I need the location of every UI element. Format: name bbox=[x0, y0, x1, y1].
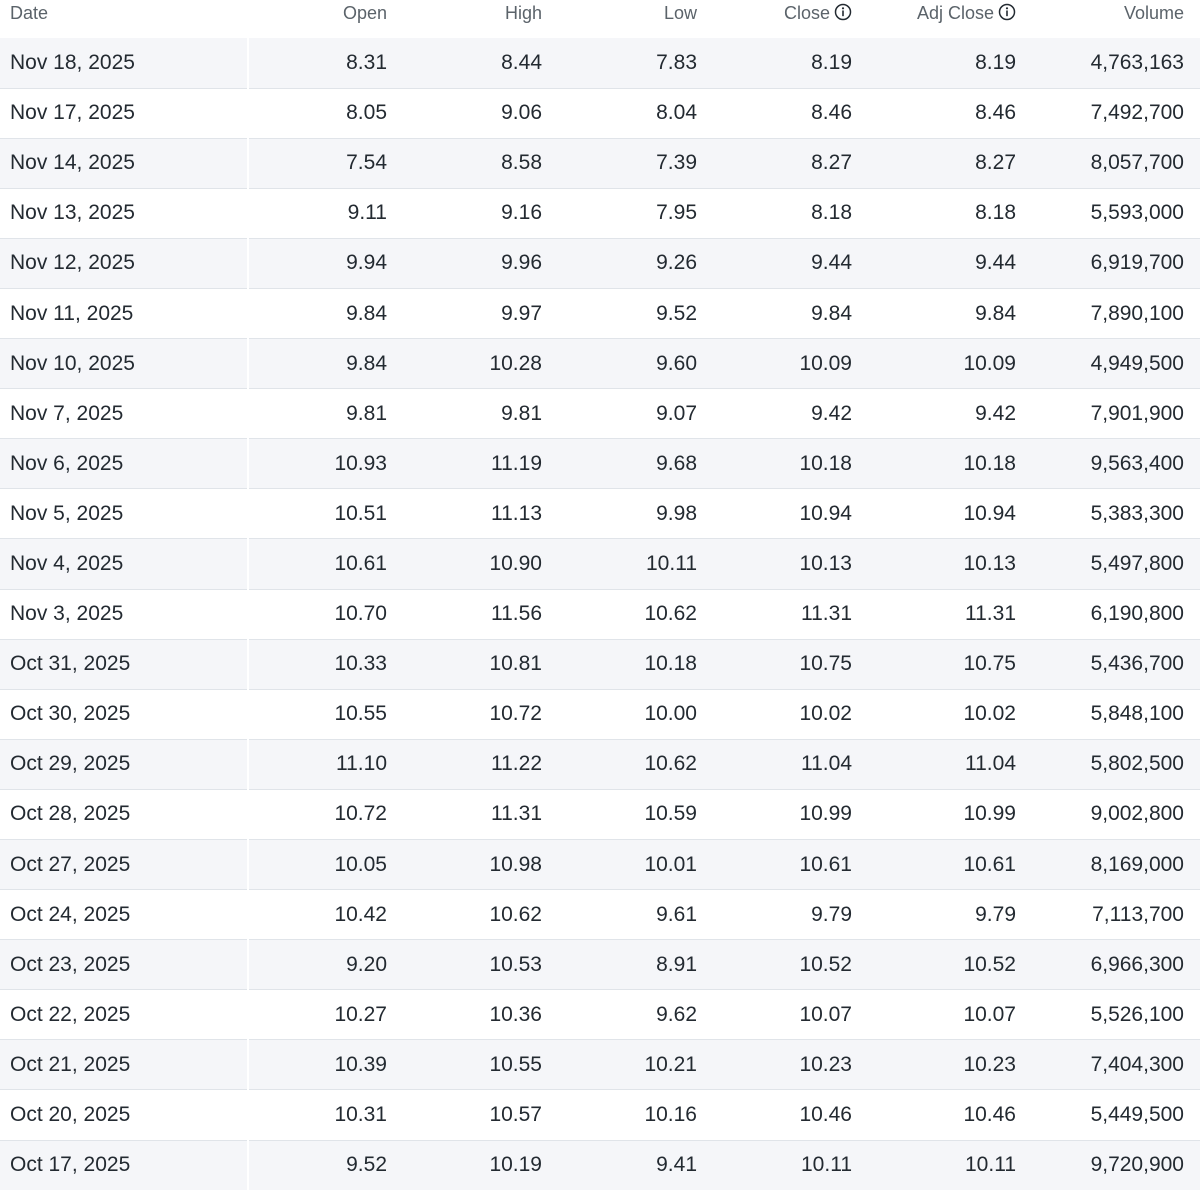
cell-adj-close: 10.99 bbox=[865, 789, 1029, 839]
cell-adj-close: 10.11 bbox=[865, 1140, 1029, 1190]
cell-high: 9.96 bbox=[400, 238, 555, 288]
cell-adj-close: 10.09 bbox=[865, 339, 1029, 389]
cell-high: 11.56 bbox=[400, 589, 555, 639]
cell-open: 10.61 bbox=[248, 539, 400, 589]
cell-date: Oct 17, 2025 bbox=[0, 1140, 248, 1190]
cell-low: 10.62 bbox=[555, 589, 710, 639]
cell-close: 10.23 bbox=[710, 1040, 865, 1090]
table-row bbox=[0, 1090, 1200, 1140]
cell-volume: 7,404,300 bbox=[1029, 1040, 1200, 1090]
cell-volume: 7,492,700 bbox=[1029, 88, 1200, 138]
cell-adj-close: 10.23 bbox=[865, 1040, 1029, 1090]
header-adj-close bbox=[865, 0, 1029, 38]
cell-close: 10.18 bbox=[710, 439, 865, 489]
table-body bbox=[0, 38, 1200, 1190]
cell-open: 9.20 bbox=[248, 940, 400, 990]
cell-open: 8.31 bbox=[248, 38, 400, 88]
cell-low: 8.04 bbox=[555, 88, 710, 138]
table-row bbox=[0, 940, 1200, 990]
header-date: Date bbox=[10, 3, 49, 23]
cell-low: 7.95 bbox=[555, 188, 710, 238]
cell-open: 10.72 bbox=[248, 789, 400, 839]
cell-volume: 6,919,700 bbox=[1029, 238, 1200, 288]
header-high: High bbox=[504, 3, 542, 23]
cell-close: 8.27 bbox=[710, 138, 865, 188]
cell-adj-close: 10.75 bbox=[865, 639, 1029, 689]
cell-high: 10.81 bbox=[400, 639, 555, 689]
cell-high: 10.98 bbox=[400, 840, 555, 890]
cell-close: 9.79 bbox=[710, 890, 865, 940]
cell-adj-close: 10.18 bbox=[865, 439, 1029, 489]
cell-high: 11.13 bbox=[400, 489, 555, 539]
header-low: Low bbox=[663, 3, 697, 23]
cell-low: 7.83 bbox=[555, 38, 710, 88]
cell-open: 8.05 bbox=[248, 88, 400, 138]
cell-adj-close: 10.52 bbox=[865, 940, 1029, 990]
cell-volume: 6,966,300 bbox=[1029, 940, 1200, 990]
cell-volume: 5,383,300 bbox=[1029, 489, 1200, 539]
cell-date: Nov 6, 2025 bbox=[0, 439, 248, 489]
table-row bbox=[0, 840, 1200, 890]
cell-date: Nov 11, 2025 bbox=[0, 288, 248, 338]
cell-high: 10.62 bbox=[400, 890, 555, 940]
cell-close: 11.04 bbox=[710, 739, 865, 789]
cell-low: 9.07 bbox=[555, 389, 710, 439]
table-row bbox=[0, 188, 1200, 238]
cell-open: 10.05 bbox=[248, 840, 400, 890]
cell-adj-close: 8.19 bbox=[865, 38, 1029, 88]
table-row bbox=[0, 288, 1200, 338]
cell-adj-close: 9.44 bbox=[865, 238, 1029, 288]
cell-adj-close: 10.46 bbox=[865, 1090, 1029, 1140]
cell-date: Nov 5, 2025 bbox=[0, 489, 248, 539]
cell-adj-close: 8.18 bbox=[865, 188, 1029, 238]
cell-low: 8.91 bbox=[555, 940, 710, 990]
cell-date: Nov 10, 2025 bbox=[0, 339, 248, 389]
table-row bbox=[0, 38, 1200, 88]
cell-date: Oct 30, 2025 bbox=[0, 689, 248, 739]
cell-volume: 9,563,400 bbox=[1029, 439, 1200, 489]
table-row bbox=[0, 789, 1200, 839]
cell-low: 9.62 bbox=[555, 990, 710, 1040]
cell-low: 9.41 bbox=[555, 1140, 710, 1190]
table-row bbox=[0, 489, 1200, 539]
header-close bbox=[710, 0, 865, 38]
table-row bbox=[0, 339, 1200, 389]
header-close-label: Close bbox=[783, 3, 830, 23]
cell-close: 9.84 bbox=[710, 288, 865, 338]
cell-date: Nov 18, 2025 bbox=[0, 38, 248, 88]
table-row bbox=[0, 539, 1200, 589]
cell-high: 10.19 bbox=[400, 1140, 555, 1190]
cell-close: 10.94 bbox=[710, 489, 865, 539]
cell-open: 9.84 bbox=[248, 288, 400, 338]
cell-high: 11.19 bbox=[400, 439, 555, 489]
cell-open: 10.70 bbox=[248, 589, 400, 639]
table-row bbox=[0, 589, 1200, 639]
cell-adj-close: 10.02 bbox=[865, 689, 1029, 739]
cell-close: 10.02 bbox=[710, 689, 865, 739]
cell-open: 9.84 bbox=[248, 339, 400, 389]
cell-volume: 7,113,700 bbox=[1029, 890, 1200, 940]
cell-date: Nov 17, 2025 bbox=[0, 88, 248, 138]
table-row bbox=[0, 1040, 1200, 1090]
cell-date: Oct 29, 2025 bbox=[0, 739, 248, 789]
header-row bbox=[0, 0, 1200, 38]
table-row bbox=[0, 990, 1200, 1040]
cell-adj-close: 10.94 bbox=[865, 489, 1029, 539]
cell-volume: 9,002,800 bbox=[1029, 789, 1200, 839]
cell-high: 10.55 bbox=[400, 1040, 555, 1090]
cell-close: 10.13 bbox=[710, 539, 865, 589]
cell-date: Nov 3, 2025 bbox=[0, 589, 248, 639]
cell-close: 10.99 bbox=[710, 789, 865, 839]
cell-adj-close: 10.61 bbox=[865, 840, 1029, 890]
cell-high: 9.16 bbox=[400, 188, 555, 238]
cell-open: 10.51 bbox=[248, 489, 400, 539]
cell-open: 9.52 bbox=[248, 1140, 400, 1190]
cell-volume: 5,449,500 bbox=[1029, 1090, 1200, 1140]
cell-open: 10.39 bbox=[248, 1040, 400, 1090]
cell-open: 9.81 bbox=[248, 389, 400, 439]
cell-high: 10.28 bbox=[400, 339, 555, 389]
cell-volume: 8,169,000 bbox=[1029, 840, 1200, 890]
cell-low: 10.59 bbox=[555, 789, 710, 839]
cell-high: 11.22 bbox=[400, 739, 555, 789]
cell-low: 10.21 bbox=[555, 1040, 710, 1090]
cell-close: 11.31 bbox=[710, 589, 865, 639]
table-row bbox=[0, 238, 1200, 288]
cell-high: 10.36 bbox=[400, 990, 555, 1040]
cell-date: Oct 24, 2025 bbox=[0, 890, 248, 940]
cell-close: 10.07 bbox=[710, 990, 865, 1040]
header-open: Open bbox=[342, 3, 387, 23]
table-row bbox=[0, 689, 1200, 739]
cell-adj-close: 9.79 bbox=[865, 890, 1029, 940]
cell-low: 9.98 bbox=[555, 489, 710, 539]
table-row bbox=[0, 890, 1200, 940]
cell-date: Nov 7, 2025 bbox=[0, 389, 248, 439]
cell-high: 11.31 bbox=[400, 789, 555, 839]
cell-open: 11.10 bbox=[248, 739, 400, 789]
cell-high: 9.06 bbox=[400, 88, 555, 138]
cell-date: Oct 27, 2025 bbox=[0, 840, 248, 890]
cell-low: 9.60 bbox=[555, 339, 710, 389]
cell-open: 10.55 bbox=[248, 689, 400, 739]
cell-adj-close: 10.13 bbox=[865, 539, 1029, 589]
cell-date: Oct 31, 2025 bbox=[0, 639, 248, 689]
cell-volume: 7,901,900 bbox=[1029, 389, 1200, 439]
cell-adj-close: 9.42 bbox=[865, 389, 1029, 439]
table-header bbox=[0, 0, 1200, 38]
cell-adj-close: 11.04 bbox=[865, 739, 1029, 789]
cell-low: 9.61 bbox=[555, 890, 710, 940]
cell-volume: 5,436,700 bbox=[1029, 639, 1200, 689]
cell-close: 8.46 bbox=[710, 88, 865, 138]
cell-date: Oct 23, 2025 bbox=[0, 940, 248, 990]
cell-high: 10.57 bbox=[400, 1090, 555, 1140]
cell-high: 9.97 bbox=[400, 288, 555, 338]
cell-close: 10.11 bbox=[710, 1140, 865, 1190]
cell-low: 9.26 bbox=[555, 238, 710, 288]
cell-open: 10.27 bbox=[248, 990, 400, 1040]
cell-close: 10.46 bbox=[710, 1090, 865, 1140]
cell-volume: 5,497,800 bbox=[1029, 539, 1200, 589]
cell-volume: 4,763,163 bbox=[1029, 38, 1200, 88]
cell-volume: 5,593,000 bbox=[1029, 188, 1200, 238]
cell-date: Oct 21, 2025 bbox=[0, 1040, 248, 1090]
cell-volume: 7,890,100 bbox=[1029, 288, 1200, 338]
header-volume: Volume bbox=[1123, 3, 1184, 23]
cell-date: Nov 12, 2025 bbox=[0, 238, 248, 288]
cell-high: 10.90 bbox=[400, 539, 555, 589]
cell-date: Nov 14, 2025 bbox=[0, 138, 248, 188]
cell-high: 10.53 bbox=[400, 940, 555, 990]
cell-open: 10.93 bbox=[248, 439, 400, 489]
cell-low: 9.68 bbox=[555, 439, 710, 489]
cell-low: 10.01 bbox=[555, 840, 710, 890]
table-row bbox=[0, 389, 1200, 439]
cell-close: 8.18 bbox=[710, 188, 865, 238]
table-row bbox=[0, 739, 1200, 789]
cell-low: 10.00 bbox=[555, 689, 710, 739]
cell-volume: 5,526,100 bbox=[1029, 990, 1200, 1040]
cell-low: 10.18 bbox=[555, 639, 710, 689]
cell-close: 9.42 bbox=[710, 389, 865, 439]
cell-date: Nov 4, 2025 bbox=[0, 539, 248, 589]
cell-close: 10.52 bbox=[710, 940, 865, 990]
cell-volume: 5,848,100 bbox=[1029, 689, 1200, 739]
cell-open: 7.54 bbox=[248, 138, 400, 188]
info-icon[interactable] bbox=[998, 3, 1016, 21]
cell-close: 10.61 bbox=[710, 840, 865, 890]
cell-volume: 5,802,500 bbox=[1029, 739, 1200, 789]
info-icon[interactable] bbox=[834, 3, 852, 21]
cell-adj-close: 8.27 bbox=[865, 138, 1029, 188]
table-row bbox=[0, 88, 1200, 138]
cell-high: 9.81 bbox=[400, 389, 555, 439]
cell-adj-close: 11.31 bbox=[865, 589, 1029, 639]
cell-low: 9.52 bbox=[555, 288, 710, 338]
cell-close: 8.19 bbox=[710, 38, 865, 88]
cell-open: 10.42 bbox=[248, 890, 400, 940]
cell-low: 10.62 bbox=[555, 739, 710, 789]
cell-date: Nov 13, 2025 bbox=[0, 188, 248, 238]
cell-date: Oct 22, 2025 bbox=[0, 990, 248, 1040]
cell-close: 9.44 bbox=[710, 238, 865, 288]
cell-date: Oct 20, 2025 bbox=[0, 1090, 248, 1140]
cell-low: 10.11 bbox=[555, 539, 710, 589]
cell-date: Oct 28, 2025 bbox=[0, 789, 248, 839]
cell-high: 8.44 bbox=[400, 38, 555, 88]
table-row bbox=[0, 639, 1200, 689]
header-adj-close-label: Adj Close bbox=[916, 3, 994, 23]
cell-low: 7.39 bbox=[555, 138, 710, 188]
cell-open: 9.94 bbox=[248, 238, 400, 288]
table-row bbox=[0, 138, 1200, 188]
cell-high: 10.72 bbox=[400, 689, 555, 739]
cell-open: 10.31 bbox=[248, 1090, 400, 1140]
cell-low: 10.16 bbox=[555, 1090, 710, 1140]
cell-open: 10.33 bbox=[248, 639, 400, 689]
table-row bbox=[0, 439, 1200, 489]
cell-volume: 8,057,700 bbox=[1029, 138, 1200, 188]
cell-volume: 4,949,500 bbox=[1029, 339, 1200, 389]
cell-close: 10.09 bbox=[710, 339, 865, 389]
cell-volume: 6,190,800 bbox=[1029, 589, 1200, 639]
cell-adj-close: 8.46 bbox=[865, 88, 1029, 138]
cell-open: 9.11 bbox=[248, 188, 400, 238]
cell-high: 8.58 bbox=[400, 138, 555, 188]
cell-adj-close: 10.07 bbox=[865, 990, 1029, 1040]
cell-volume: 9,720,900 bbox=[1029, 1140, 1200, 1190]
cell-close: 10.75 bbox=[710, 639, 865, 689]
table-row bbox=[0, 1140, 1200, 1190]
cell-adj-close: 9.84 bbox=[865, 288, 1029, 338]
